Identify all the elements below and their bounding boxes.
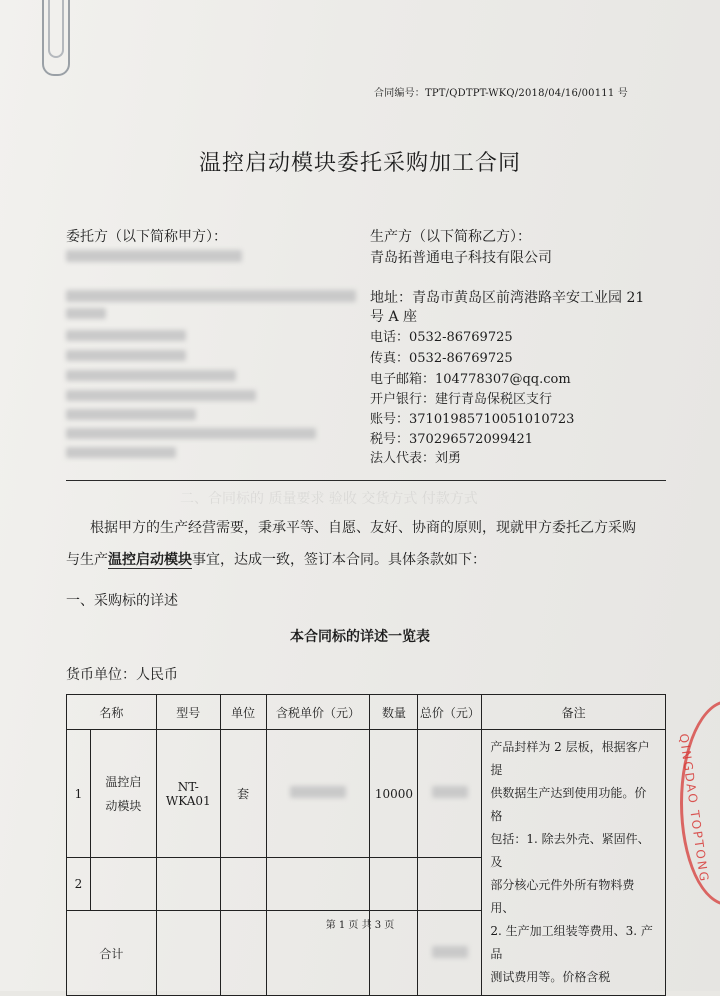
redacted-party-a-bank bbox=[66, 390, 256, 401]
redacted-party-a-legal-rep bbox=[66, 447, 176, 458]
note-line: 供数据生产达到使用功能。价格 bbox=[490, 786, 647, 823]
header-remarks: 备注 bbox=[482, 695, 666, 730]
header-unit-price: 含税单价（元） bbox=[266, 695, 370, 730]
seal-text: QINGDAO TOPTONG bbox=[676, 732, 712, 884]
party-b-phone: 电话：0532-86769725 bbox=[370, 330, 513, 345]
party-b-name: 青岛拓普通电子科技有限公司 bbox=[370, 250, 552, 266]
party-b-fax: 传真：0532-86769725 bbox=[370, 351, 513, 366]
item-total-price bbox=[418, 730, 482, 858]
intro-paragraph-line2 bbox=[66, 549, 486, 569]
redacted-party-a-phone bbox=[66, 330, 186, 341]
intro-emphasis: 温控启动模块 bbox=[108, 552, 192, 568]
currency-unit: 货币单位：人民币 bbox=[66, 667, 178, 683]
party-b-legal-rep: 法人代表：刘勇 bbox=[370, 451, 462, 466]
redacted-party-a-tax bbox=[66, 428, 316, 439]
note-line: 测试费用等。价格含税 bbox=[490, 970, 611, 984]
note-line: 包括：1. 除去外壳、紧固件、及 bbox=[490, 832, 650, 869]
party-a-heading: 委托方（以下简称甲方）： bbox=[66, 229, 227, 245]
party-b-address: 地址：青岛市黄岛区前湾港路辛安工业园 21 bbox=[370, 290, 645, 306]
note-line: 部分核心元件外所有物料费用、 bbox=[490, 878, 635, 915]
table-row bbox=[67, 730, 666, 858]
header-quantity: 数量 bbox=[370, 695, 418, 730]
redacted-party-a-name bbox=[66, 250, 242, 262]
item-unit-price bbox=[266, 730, 370, 858]
row-index: 1 bbox=[67, 730, 91, 858]
paper-clip-inner bbox=[48, 0, 64, 58]
redacted-party-a-fax bbox=[66, 350, 186, 361]
company-seal-stamp bbox=[676, 700, 720, 906]
item-name-line1: 温控启 bbox=[105, 774, 142, 789]
section-1-heading: 一、采购标的详述 bbox=[66, 593, 178, 609]
header-model: 型号 bbox=[156, 695, 220, 730]
header-total-price: 总价（元） bbox=[418, 695, 482, 730]
redacted-party-a-email bbox=[66, 370, 236, 381]
item-quantity: 10000 bbox=[370, 730, 418, 858]
document-title: 温控启动模块委托采购加工合同 bbox=[198, 151, 521, 176]
page-footer: 第 1 页 共 3 页 bbox=[325, 920, 395, 931]
item-unit: 套 bbox=[220, 730, 266, 858]
redacted-total-price bbox=[432, 786, 468, 798]
note-line: 产品封样为 2 层板，根据客户提 bbox=[490, 740, 650, 777]
redacted-grand-total bbox=[432, 946, 468, 958]
item-name-line2: 动模块 bbox=[105, 798, 142, 813]
remarks-cell bbox=[482, 730, 666, 996]
bleed-through-text: 二、合同标的 质量要求 验收 交货方式 付款方式 bbox=[180, 491, 478, 507]
header-unit: 单位 bbox=[220, 695, 266, 730]
intro-paragraph-line1: 根据甲方的生产经营需要，秉承平等、自愿、友好、协商的原则，现就甲方委托乙方采购 bbox=[90, 520, 636, 536]
party-b-tax-no: 税号：370296572099421 bbox=[370, 432, 534, 447]
separator-line bbox=[66, 480, 666, 481]
contract-number: 合同编号：TPT/QDTPT-WKQ/2018/04/16/00111 号 bbox=[374, 88, 628, 99]
intro-post: 事宜，达成一致，签订本合同。具体条款如下： bbox=[192, 552, 486, 568]
party-b-address-cont: 号 A 座 bbox=[370, 309, 418, 325]
party-b-email: 电子邮箱：104778307@qq.com bbox=[370, 372, 571, 387]
redacted-party-a-account bbox=[66, 409, 196, 420]
redacted-party-a-address bbox=[66, 290, 356, 302]
party-b-heading: 生产方（以下简称乙方）： bbox=[370, 229, 531, 245]
total-label: 合计 bbox=[67, 911, 157, 996]
table-header-row bbox=[67, 695, 666, 730]
item-name bbox=[90, 730, 156, 858]
note-line: 2. 生产加工组装等费用、3. 产品 bbox=[490, 924, 653, 961]
item-model: NT-WKA01 bbox=[156, 730, 220, 858]
redacted-party-a-address-2 bbox=[66, 308, 106, 319]
party-b-account: 账号：37101985710051010723 bbox=[370, 412, 575, 427]
table-title: 本合同标的详述一览表 bbox=[290, 629, 430, 645]
header-name: 名称 bbox=[67, 695, 157, 730]
intro-pre: 与生产 bbox=[66, 552, 108, 568]
item-table bbox=[66, 694, 666, 996]
row-index: 2 bbox=[67, 858, 91, 911]
party-b-bank: 开户银行：建行青岛保税区支行 bbox=[370, 392, 553, 407]
redacted-unit-price bbox=[290, 786, 346, 798]
